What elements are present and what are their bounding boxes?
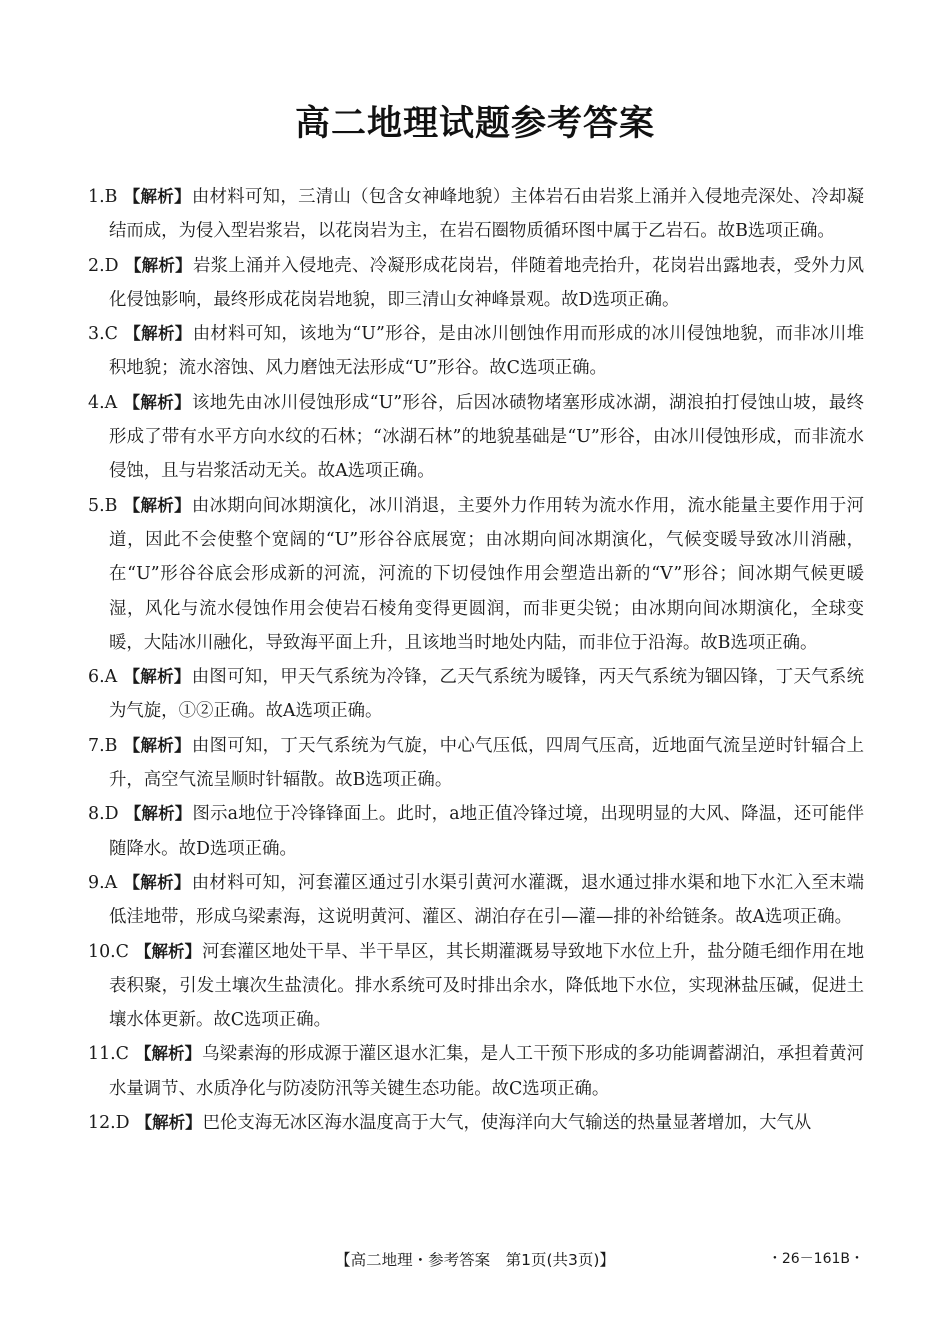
analysis-tag: 【解析】 [134, 1044, 202, 1064]
analysis-tag: 【解析】 [123, 324, 192, 344]
answer-explanation: 该地先由冰川侵蚀形成“U”形谷，后因冰碛物堵塞形成冰湖，湖浪拍打侵蚀山坡，最终形成了带有水平方向水纹的石林；“冰湖石林”的地貌基础是“U”形谷，由冰川侵蚀形成，而非流水侵蚀，且与岩浆活动无关。故A选项正确。 [109, 392, 864, 482]
answer-explanation: 由图可知，丁天气系统为气旋，中心气压低，四周气压高，近地面气流呈逆时针辐合上升，高空气流呈顺时针辐散。故B选项正确。 [109, 735, 864, 791]
answer-item [88, 866, 864, 935]
analysis-tag: 【解析】 [123, 667, 191, 687]
answer-number: 11.C [88, 1044, 129, 1065]
answer-item [88, 489, 864, 660]
answer-explanation: 岩浆上涌并入侵地壳、冷凝形成花岗岩，伴随着地壳抬升，花岗岩出露地表，受外力风化侵蚀影响，最终形成花岗岩地貌，即三清山女神峰景观。故D选项正确。 [109, 255, 864, 310]
answer-explanation: 乌梁素海的形成源于灌区退水汇集，是人工干预下形成的多功能调蓄湖泊，承担着黄河水量调节、水质净化与防凌防汛等关键生态功能。故C选项正确。 [109, 1044, 864, 1099]
analysis-tag: 【解析】 [123, 392, 192, 412]
answer-explanation: 由冰期向间冰期演化，冰川消退，主要外力作用转为流水作用，流水能量主要作用于河道，因此不会使整个宽阔的“U”形谷谷底展宽；由冰期向间冰期演化，气候变暖导致冰川消融，在“U”形谷谷底会形成新的河流，河流的下切侵蚀作用会塑造出新的“V”形谷；间冰期气候更暖湿，风化与流水侵蚀作用会使岩石棱角变得更圆润，而非更尖锐；由冰期向间冰期演化，全球变暖，大陆冰川融化，导致海平面上升，且该地当时地处内陆，而非位于沿海。故B选项正确。 [109, 495, 864, 653]
answer-explanation: 河套灌区地处干旱、半干旱区，其长期灌溉易导致地下水位上升，盐分随毛细作用在地表积聚，引发土壤次生盐渍化。排水系统可及时排出余水，降低地下水位，实现淋盐压碱，促进土壤水体更新。故C选项正确。 [109, 941, 864, 1031]
answer-number: 4.A [88, 392, 118, 413]
analysis-tag: 【解析】 [134, 941, 202, 961]
answer-list [88, 180, 864, 1140]
answer-item [88, 180, 864, 249]
page-title: 高二地理试题参考答案 [294, 104, 655, 144]
analysis-tag: 【解析】 [124, 255, 192, 275]
analysis-tag: 【解析】 [135, 1113, 202, 1133]
footer-code: ・26－161B・ [767, 1251, 864, 1267]
answer-item [88, 1106, 864, 1140]
answer-item [88, 729, 864, 798]
answer-item [88, 317, 864, 386]
answer-number: 5.B [88, 495, 118, 516]
answer-explanation: 由材料可知，河套灌区通过引水渠引黄河水灌溉，退水通过排水渠和地下水汇入至末端低洼地带，形成乌梁素海，这说明黄河、灌区、湖泊存在引—灌—排的补给链条。故A选项正确。 [109, 872, 864, 928]
answer-item [88, 249, 864, 318]
answer-number: 6.A [88, 667, 118, 688]
answer-number: 7.B [88, 735, 118, 756]
answer-number: 2.D [88, 255, 119, 276]
analysis-tag: 【解析】 [123, 495, 191, 515]
answer-explanation: 由图可知，甲天气系统为冷锋，乙天气系统为暖锋，丙天气系统为锢囚锋，丁天气系统为气旋，①②正确。故A选项正确。 [109, 667, 864, 722]
page-footer [0, 1248, 950, 1272]
answer-explanation: 由材料可知，三清山（包含女神峰地貌）主体岩石由岩浆上涌并入侵地壳深处、冷却凝结而成，为侵入型岩浆岩，以花岗岩为主，在岩石圈物质循环图中属于乙岩石。故B选项正确。 [109, 187, 864, 242]
answer-item [88, 1037, 864, 1106]
answer-explanation: 由材料可知，该地为“U”形谷，是由冰川刨蚀作用而形成的冰川侵蚀地貌，而非冰川堆积地貌；流水溶蚀、风力磨蚀无法形成“U”形谷。故C选项正确。 [109, 324, 864, 379]
footer-page-info: 【高二地理・参考答案 第1页(共3页)】 [335, 1251, 615, 1269]
answer-number: 3.C [88, 324, 118, 345]
answer-explanation: 巴伦支海无冰区海水温度高于大气，使海洋向大气输送的热量显著增加，大气从 [202, 1113, 812, 1134]
answer-item [88, 935, 864, 1038]
answer-number: 8.D [88, 804, 119, 825]
analysis-tag: 【解析】 [123, 187, 191, 206]
answer-item [88, 660, 864, 729]
answer-number: 10.C [88, 941, 129, 962]
answer-number: 1.B [88, 187, 118, 207]
analysis-tag: 【解析】 [124, 804, 192, 824]
answer-number: 12.D [88, 1113, 130, 1134]
analysis-tag: 【解析】 [123, 872, 191, 892]
answer-item [88, 797, 864, 866]
answer-explanation: 图示a地位于冷锋锋面上。此时，a地正值冷锋过境，出现明显的大风、降温，还可能伴随降水。故D选项正确。 [109, 804, 864, 859]
analysis-tag: 【解析】 [123, 735, 191, 755]
answer-item [88, 386, 864, 489]
answer-number: 9.A [88, 872, 118, 893]
